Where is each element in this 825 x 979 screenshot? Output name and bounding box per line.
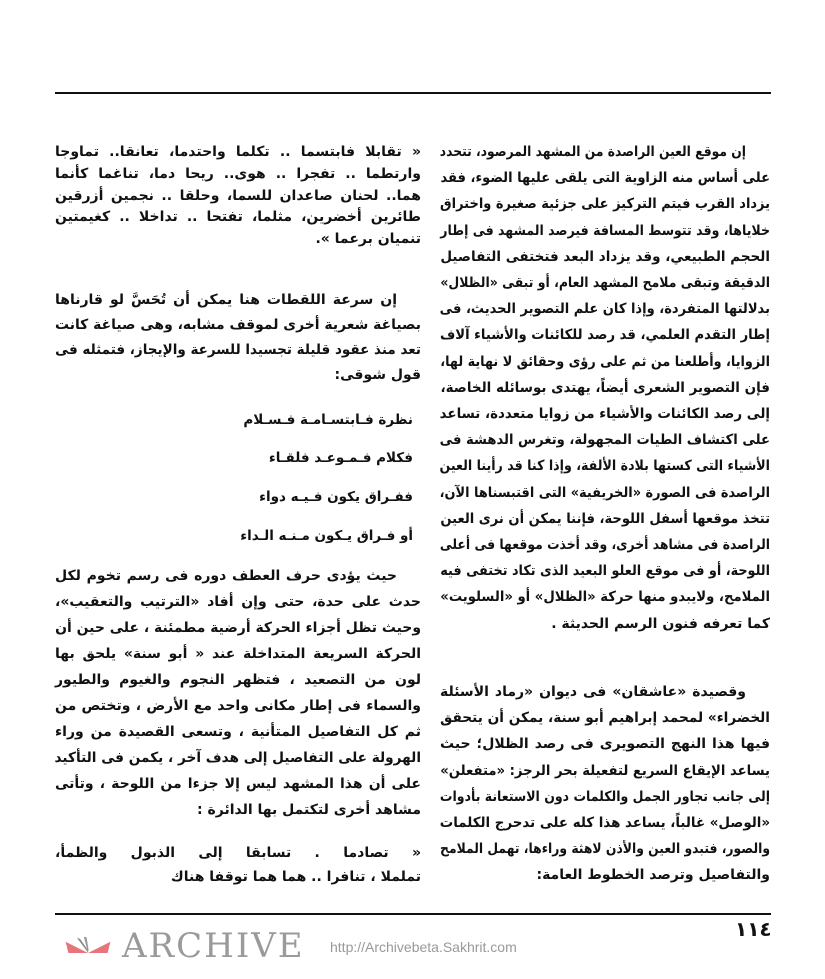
verse-line: فكلام فـمـوعـد فلقـاء [268, 450, 413, 466]
text-line: وقصيدة «عاشقان» فى ديوان «رماد الأسئلة [440, 684, 746, 700]
text-line: خلاياها، وقد تتوسط المسافة فيرصد المشهد فى إطار [440, 222, 770, 239]
text-line: تململا ، تنافرا .. هما هما توقفا هناك [170, 869, 421, 885]
text-line: قول شوقى: [334, 367, 421, 383]
text-line: والصور، فتبدو العين والأذن لاهثة وراءها، تهمل الملامح [440, 841, 770, 858]
verse-line: أو فـراق يـكون مـنـه الـداء [240, 528, 413, 544]
text-line: فإن التصوير الشعرى أيضاً، يهتدى بوسائله الخاصة، [440, 379, 770, 396]
text-line: الراصدة فى مشاهد أخرى، وقد أخذت موقعها فى أعلى [439, 537, 770, 553]
text-line: الأشياء التى كستها بلادة الألفة، وإذا كنا قد رأينا العين [439, 458, 770, 475]
watermark-url: http://Archivebeta.Sakhrit.com [330, 939, 517, 955]
text-line: لون من التصعيد ، فتظهر النجوم والغيوم والطيور [55, 672, 421, 688]
text-line: الحجم الطبيعي، وقد يزداد البعد فتختفى التفاصيل [440, 248, 770, 265]
text-line: تعد منذ عقود قليلة تجسيدا للسرعة والإيجاز، فتمثله فى [55, 342, 422, 358]
text-line: وارتطما .. تفجرا .. هوى.. ريحا دما، تناغما كأنما [55, 165, 421, 182]
text-line: بصياغة شعرية أخرى لموقف مشابه، وهى صياغة كانت [54, 317, 421, 333]
top-rule [55, 92, 771, 94]
archive-watermark [60, 922, 620, 974]
page-number: ١١٤ [735, 917, 772, 941]
text-line: حدث على حدة، حتى وإن أفاد «الترتيب والتعقيب»، [55, 594, 421, 610]
text-line: الملامح، ولايبدو منها حركة «الظلال» أو «السلويت» [440, 589, 770, 606]
text-line: حيث يؤدى حرف العطف دوره فى رسم تخوم لكل [55, 568, 397, 584]
text-line: هما.. لحنان صاعدان للسما، وحلقا .. نجمين أزرقين [55, 187, 421, 204]
text-line: ثم كل التفاصيل المتأنية ، وتسعى القصيدة من وراء [55, 724, 421, 740]
text-line: « تصادما . تسابقا إلى الذبول والظمأ، [55, 845, 421, 861]
verse-line: نظرة فـابتسـامـة فـسـلام [243, 412, 413, 428]
text-line: الراصدة فى الصورة «الخريفية» التى اقتبسناها الآن، [439, 484, 770, 501]
text-line: يساعد الإيقاع السريع لتفعيلة بحر الرجز: «متفعلن» [440, 762, 770, 779]
text-line: على أساس منه الزاوية التى يلقى عليها الضوء، فقد [440, 170, 770, 187]
text-line: إلى رصد الكائنات والأشياء من زوايا متعددة، تساعد [439, 406, 770, 422]
text-line: كما تعرفه فنون الرسم الحديثة . [551, 615, 770, 632]
text-line: بدلالتها المتفردة، وإذا كان علم التصوير الحديث، فى [439, 301, 770, 318]
text-line: مشاهد أخرى لتكتمل بها الدائرة : [197, 802, 421, 818]
text-line: إلى جانب تجاور الجمل والكلمات دون الاستعانة بأدوات [439, 788, 770, 805]
open-book-logo-icon [60, 926, 116, 966]
text-line: الهرولة على التفاصيل إلى هدف آخر ، يكمن فى التأكيد [54, 750, 421, 766]
watermark-word: ARCHIVE [122, 926, 305, 966]
text-line: والتفاصيل وترصد الخطوط العامة: [536, 867, 770, 884]
text-line: « تقابلا فابتسما .. تكلما واحتدما، تعانقا.. تماوجا [55, 144, 421, 160]
text-line: تنميان برعما ». [315, 231, 421, 248]
text-line: اللوحة، أو فى موقع العلو البعيد الذى تكاد تختفى فيه [440, 563, 770, 580]
text-line: على اكتشاف الطيات المجهولة، وتغرس الدهشة فى [439, 432, 770, 449]
text-line: إطار التقدم العلمي، قد رصد للكائنات والأشياء آلاف [440, 327, 770, 344]
text-line: إن موقع العين الراصدة من المشهد المرصود، تتحدد [439, 144, 746, 160]
text-line: الزوايا، وأطلعنا من ثم على رؤى وحقائق لا نهاية لها، [440, 353, 770, 370]
text-line: يزداد القرب فيتم التركيز على جزئية صغيرة واختراق [440, 196, 770, 213]
text-line: «الوصل» غالباً، يساعد هذا كله على تدحرج الكلمات [439, 815, 770, 831]
text-line: على أن هذا المشهد ليس إلا جزءا من اللوحة ، وتأتى [55, 776, 421, 792]
text-line: والسماء فى إطار مكانى واحد مع الأرض ، وتختص من [55, 698, 421, 714]
text-line: تتخذ موقعها أسفل اللوحة، فإننا يمكن أن نرى العين [440, 510, 770, 527]
text-line: فيها هذا النهج التصويرى فى رصد الظلال؛ حيث [440, 736, 770, 753]
text-line: وحيث تظل أجزاء الحركة أرضية مطمئنة ، على حين أن [55, 620, 421, 636]
verse-line: ففـراق يكون فـيـه دواء [259, 489, 413, 505]
text-line: طائرين أخضرين، مثلما، تفتحا .. تداخلا .. كغيمتين [55, 209, 421, 226]
bottom-rule [55, 913, 771, 915]
text-line: الخضراء» لمحمد إبراهيم أبو سنة، يمكن أن يتحقق [440, 710, 770, 727]
text-line: إن سرعة اللقطات هنا يمكن أن تُحَسَّ لو قارناها [55, 292, 397, 308]
text-line: الدقيقة وتبقى ملامح المشهد العام، أو تبقى «الظلال» [440, 275, 770, 291]
text-line: الحركة السريعة المتداخلة عند « أبو سنة» يلحق بها [55, 646, 421, 662]
